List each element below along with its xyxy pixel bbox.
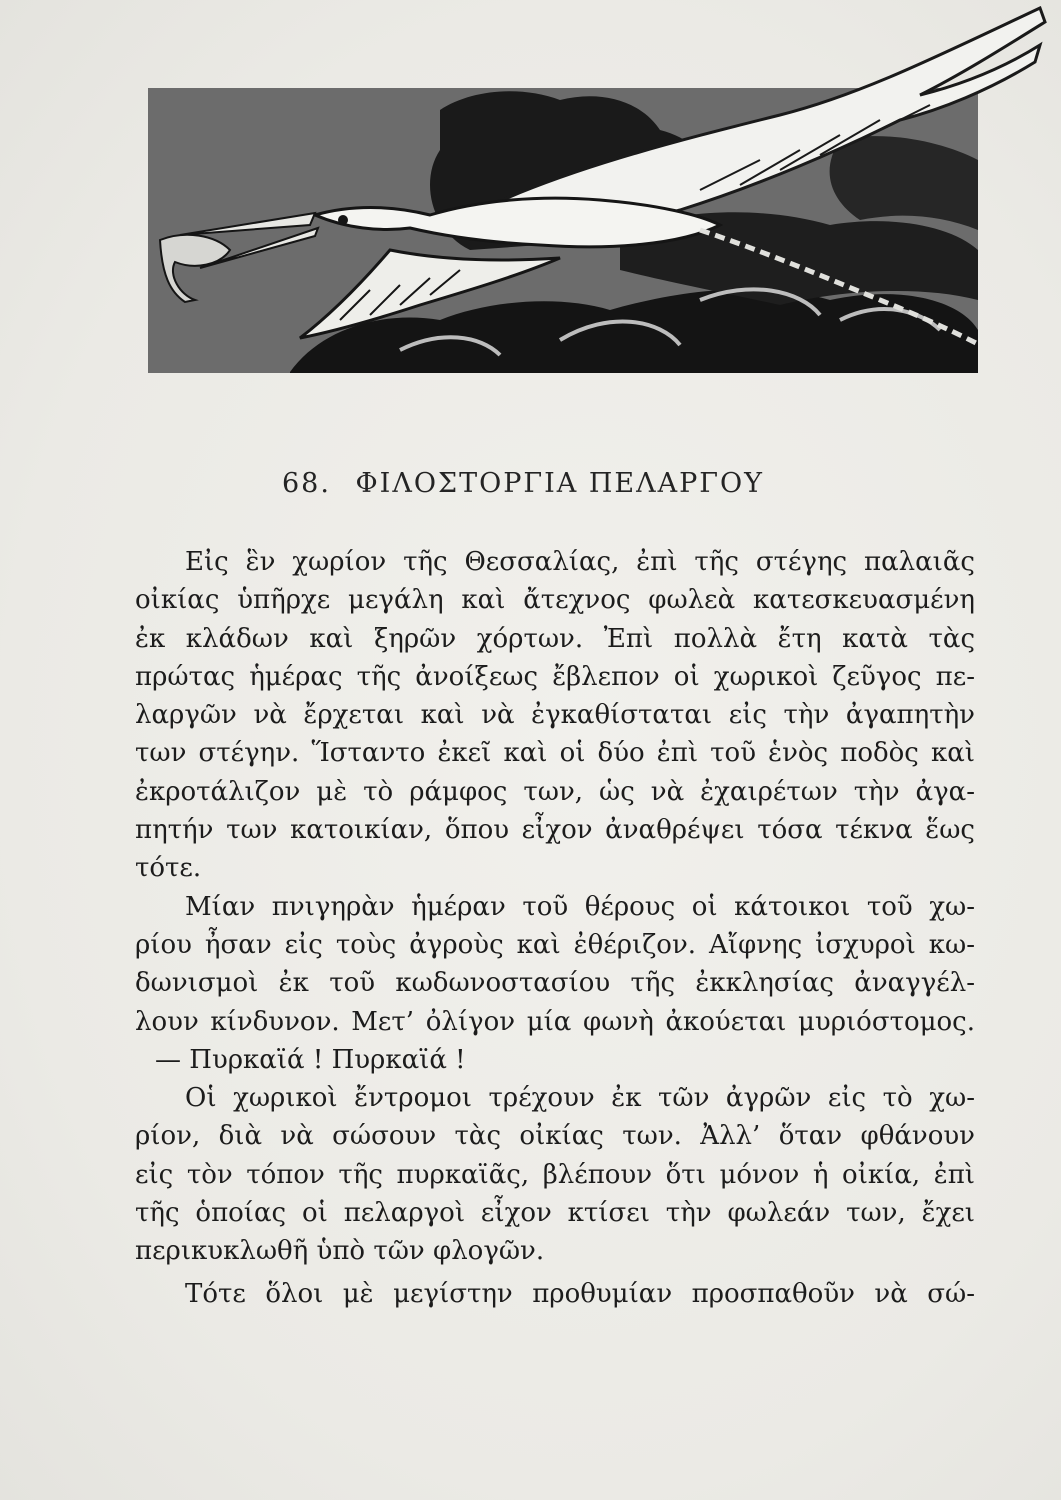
text-line: περικυκλωθῆ ὑπὸ τῶν φλογῶν. bbox=[135, 1236, 545, 1267]
text-line: Εἰς ἓν χωρίον τῆς Θεσσαλίας, ἐπὶ τῆς στέγης παλαιᾶς bbox=[185, 547, 975, 577]
paragraph-2 bbox=[135, 888, 975, 1041]
text-line: πητήν των κατοικίαν, ὅπου εἶχον ἀναθρέψει τόσα τέκνα ἕως bbox=[135, 815, 975, 846]
text-line: λουν κίνδυνον. Μετ’ ὀλίγον μία φωνὴ ἀκούεται μυριόστομος. bbox=[135, 1006, 975, 1037]
text-line: δωνισμοὶ ἐκ τοῦ κωδωνοστασίου τῆς ἐκκλησίας ἀναγγέλ- bbox=[135, 968, 975, 999]
paragraph-1 bbox=[135, 543, 975, 888]
text-line: τότε. bbox=[135, 853, 202, 884]
text-line: ἐκ κλάδων καὶ ξηρῶν χόρτων. Ἐπὶ πολλὰ ἔτη κατὰ τὰς bbox=[135, 623, 975, 654]
body-text bbox=[135, 543, 975, 1313]
text-line: πρώτας ἡμέρας τῆς ἀνοίξεως ἔβλεπον οἱ χωρικοὶ ζεῦγος πε- bbox=[135, 661, 975, 692]
paragraph-3 bbox=[135, 1079, 975, 1270]
text-line: — Πυρκαϊά ! Πυρκαϊά ! bbox=[155, 1044, 466, 1075]
text-line: Οἱ χωρικοὶ ἔντρομοι τρέχουν ἐκ τῶν ἀγρῶν εἰς τὸ χω- bbox=[185, 1083, 975, 1114]
text-line: ρίον, διὰ νὰ σώσουν τὰς οἰκίας των. Ἀλλ’ ὅταν φθάνουν bbox=[135, 1121, 975, 1152]
text-line: Μίαν πνιγηρὰν ἡμέραν τοῦ θέρους οἱ κάτοικοι τοῦ χω- bbox=[185, 891, 975, 922]
chapter-title: ΦΙΛΟΣΤΟΡΓΙΑ ΠΕΛΑΡΓΟΥ bbox=[355, 468, 764, 499]
chapter-number: 68. bbox=[282, 468, 331, 499]
text-line: ρίου ἦσαν εἰς τοὺς ἀγροὺς καὶ ἐθέριζον. Αἴφνης ἰσχυροὶ κω- bbox=[135, 929, 975, 960]
chapter-heading bbox=[282, 468, 764, 499]
text-line: Τότε ὅλοι μὲ μεγίστην προθυμίαν προσπαθοῦν νὰ σώ- bbox=[185, 1278, 975, 1309]
text-line: λαργῶν νὰ ἔρχεται καὶ νὰ ἐγκαθίσταται εἰς τὴν ἀγαπητὴν bbox=[135, 700, 975, 731]
dialogue-line bbox=[135, 1041, 975, 1079]
paragraph-4 bbox=[135, 1275, 975, 1313]
text-line: εἰς τὸν τόπον τῆς πυρκαϊᾶς, βλέπουν ὅτι μόνον ἡ οἰκία, ἐπὶ bbox=[135, 1159, 975, 1190]
text-line: τῆς ὁποίας οἱ πελαργοὶ εἶχον κτίσει τὴν φωλεάν των, ἔχει bbox=[135, 1198, 975, 1229]
stork-illustration bbox=[140, 0, 1060, 380]
text-line: ἐκροτάλιζον μὲ τὸ ράμφος των, ὡς νὰ ἐχαιρέτων τὴν ἀγα- bbox=[135, 776, 975, 807]
text-line: των στέγην. Ἵσταντο ἐκεῖ καὶ οἱ δύο ἐπὶ τοῦ ἑνὸς ποδὸς καὶ bbox=[135, 738, 975, 769]
text-line: οἰκίας ὑπῆρχε μεγάλη καὶ ἄτεχνος φωλεὰ κατεσκευασμένη bbox=[135, 585, 975, 616]
